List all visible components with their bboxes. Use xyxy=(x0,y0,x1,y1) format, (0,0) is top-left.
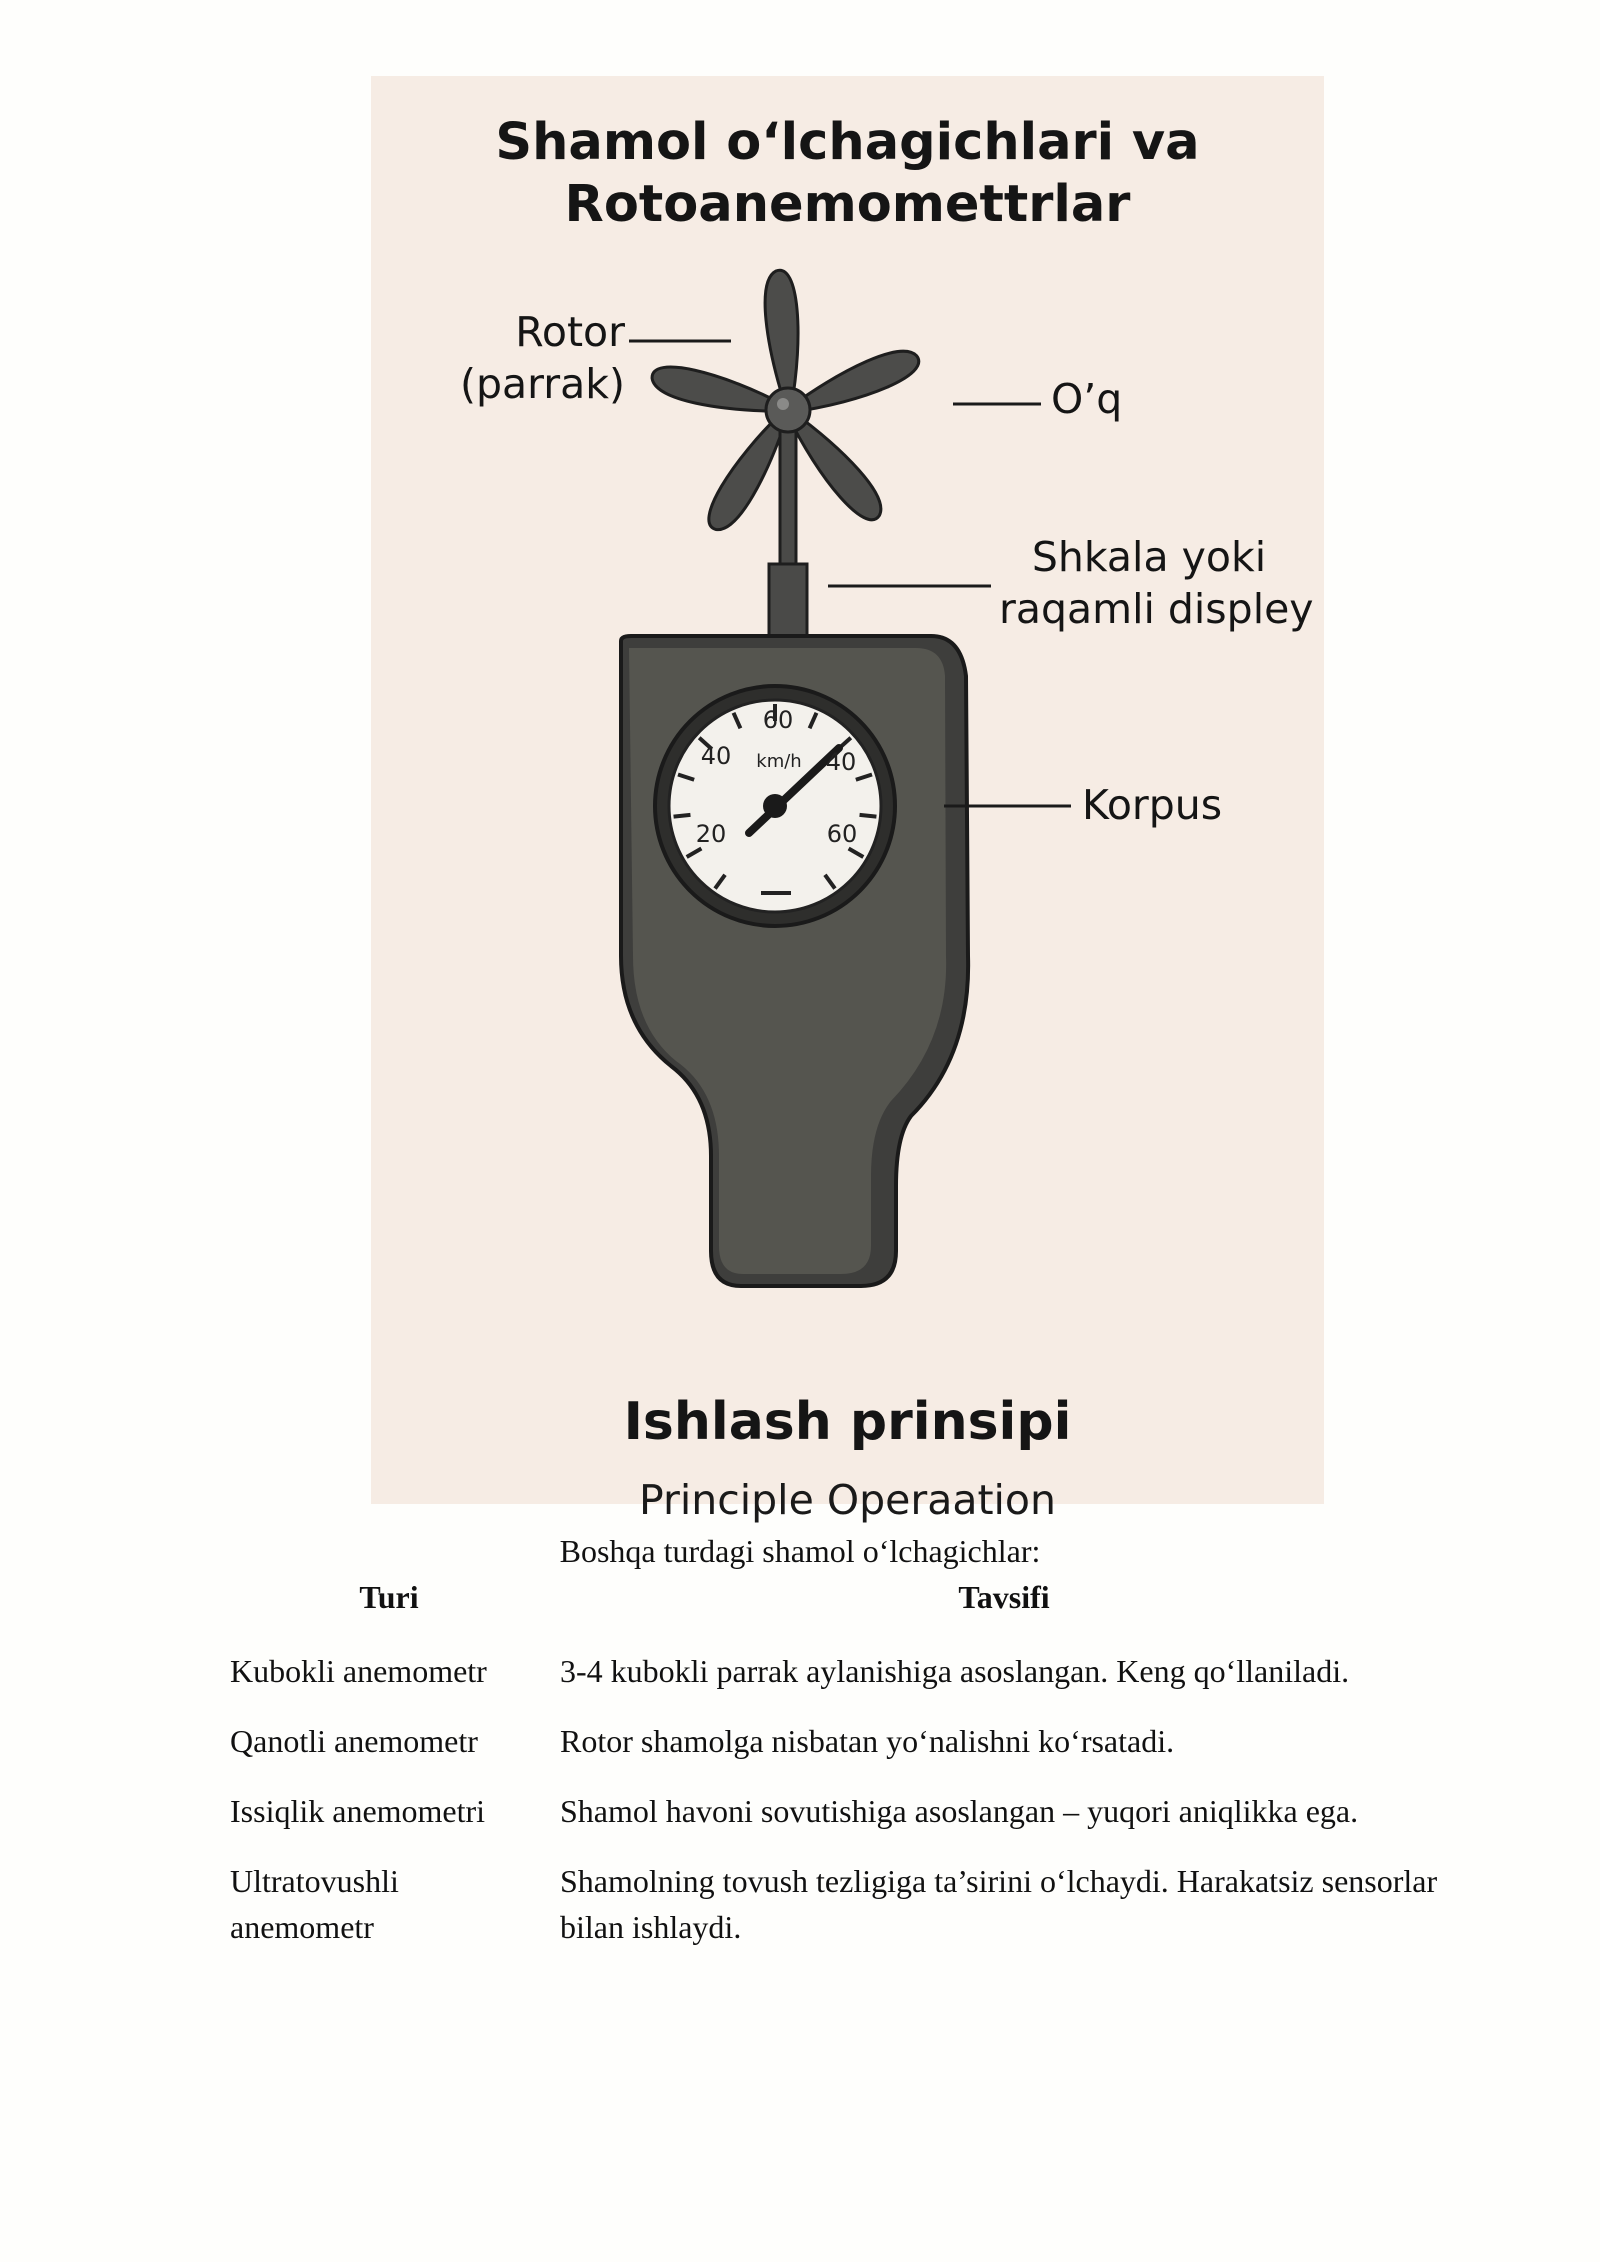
anemometer-types-table xyxy=(224,1574,1454,1962)
gauge-unit: km/h xyxy=(756,751,802,772)
gauge-number: 20 xyxy=(695,820,727,848)
gauge-number: 40 xyxy=(700,742,732,770)
table-row xyxy=(224,1776,1454,1846)
cell-description: Rotor shamolga nisbatan yo‘nalishni ko‘rsatadi. xyxy=(560,1723,1175,1759)
rotor-hub xyxy=(766,388,810,432)
figure-title xyxy=(371,112,1324,236)
section-title: Ishlash prinsipi xyxy=(623,1392,1072,1452)
shaft-collar xyxy=(769,564,807,644)
cell-description: Shamolning tovush tezligiga ta’sirini o‘lchaydi. Harakatsiz sensorlar bilan ishlaydi. xyxy=(560,1863,1438,1945)
cell-type: Qanotli anemometr xyxy=(230,1723,478,1759)
column-header-type: Turi xyxy=(359,1579,419,1615)
cell-description: 3-4 kubokli parrak aylanishiga asoslangan. Keng qo‘llaniladi. xyxy=(560,1653,1350,1689)
table-row xyxy=(224,1636,1454,1706)
gauge-number: 40 xyxy=(825,748,857,776)
table-row xyxy=(224,1846,1454,1962)
gauge-number: 60 xyxy=(762,706,794,734)
table-header-row xyxy=(224,1574,1454,1636)
display-label-line-1: Shkala yoki xyxy=(1031,533,1267,581)
rotor-label xyxy=(455,306,625,410)
display-label-line-2: raqamli displey xyxy=(999,585,1314,633)
body-label: Korpus xyxy=(1082,781,1223,829)
rotor-shaft xyxy=(780,426,796,566)
column-header-description: Tavsifi xyxy=(958,1579,1050,1615)
rotor-label-line-1: Rotor xyxy=(515,308,625,356)
section-subtitle: Principle Operaation xyxy=(638,1476,1056,1524)
figure-title-line-2: Rotoanemomettrlar xyxy=(564,175,1131,234)
axis-label: O’q xyxy=(1051,375,1123,423)
cell-type: Ultratovushli anemometr xyxy=(230,1863,399,1945)
rotor-label-line-2: (parrak) xyxy=(459,360,625,408)
table-caption: Boshqa turdagi shamol o‘lchagichlar: xyxy=(559,1533,1041,1569)
cell-type: Issiqlik anemometri xyxy=(230,1793,486,1829)
cell-type: Kubokli anemometr xyxy=(230,1653,487,1689)
table-row xyxy=(224,1706,1454,1776)
gauge-number: 60 xyxy=(826,820,858,848)
cell-description: Shamol havoni sovutishiga asoslangan – yuqori aniqlikka ega. xyxy=(560,1793,1359,1829)
figure-title-line-1: Shamol o‘lchagichlari va xyxy=(495,113,1200,172)
anemometer-illustration xyxy=(371,76,1324,1524)
display-label xyxy=(999,531,1314,635)
